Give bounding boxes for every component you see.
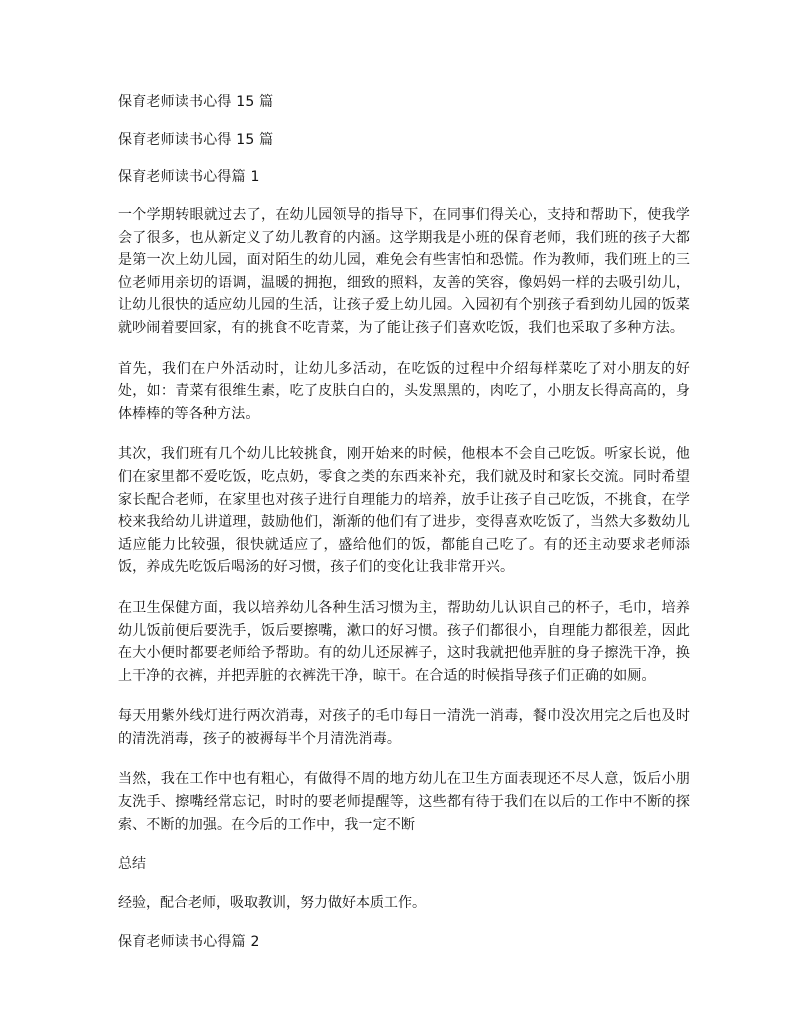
paragraph-secondly: 其次，我们班有几个幼儿比较挑食，刚开始来的时候，他根本不会自己吃饭。听家长说，他们在家里都不爱吃饭，吃点奶，零食之类的东西来补充，我们就及时和家长交流。同时希望家长配合老师，在家里也对孩子进行自理能力的培养，放手让孩子自己吃饭，不挑食，在学校来我给幼儿讲道理，鼓励他们，渐渐的他们有了进步，变得喜欢吃饭了，当然大多数幼儿适应能力比较强，很快就适应了，盛给他们的饭，都能自己吃了。有的还主动要求老师添饭，养成先吃饭后喝汤的好习惯，孩子们的变化让我非常开兴。 bbox=[118, 446, 690, 576]
section-heading-2: 保育老师读书心得篇 2 bbox=[118, 934, 260, 951]
document-subtitle: 保育老师读书心得 15 篇 bbox=[118, 132, 274, 148]
document-title: 保育老师读书心得 15 篇 bbox=[118, 94, 274, 110]
paragraph-intro: 一个学期转眼就过去了，在幼儿园领导的指导下，在同事们得关心，支持和帮助下，使我学会了很多，也从新定义了幼儿教育的内涵。这学期我是小班的保育老师，我们班的孩子大都是第一次上幼儿园，面对陌生的幼儿园，难免会有些害怕和恐慌。作为教师，我们班上的三位老师用亲切的语调，温暖的拥抱，细致的照料，友善的笑容，像妈妈一样的去吸引幼儿，让幼儿很快的适应幼儿园的生活，让孩子爱上幼儿园。入园初有个别孩子看到幼儿园的饭菜就吵闹着要回家，有的挑食不吃青菜，为了能让孩子们喜欢吃饭，我们也采取了多种方法。 bbox=[118, 207, 690, 336]
summary-label: 总结 bbox=[118, 856, 146, 873]
paragraph-disinfection: 每天用紫外线灯进行两次消毒，对孩子的毛巾每日一清洗一消毒，餐巾没次用完之后也及时的清洗消毒，孩子的被褥每半个月清洗消毒。 bbox=[118, 708, 690, 747]
paragraph-reflection: 当然，我在工作中也有粗心，有做得不周的地方幼儿在卫生方面表现还不尽人意，饭后小朋友洗手、擦嘴经常忘记，时时的要老师提醒等，这些都有待于我们在以后的工作中不断的探索、不断的加强。在今后的工作中，我一定不断 bbox=[118, 771, 690, 833]
closing-line: 经验，配合老师，吸取教训，努力做好本质工作。 bbox=[118, 895, 426, 912]
paragraph-hygiene: 在卫生保健方面，我以培养幼儿各种生活习惯为主，帮助幼儿认识自己的杯子，毛巾，培养幼儿饭前便后要洗手，饭后要擦嘴，漱口的好习惯。孩子们都很小，自理能力都很差，因此在大小便时都要老师给予帮助。有的幼儿还尿裤子，这时我就把他弄脏的身子擦洗干净，换上干净的衣裤，并把弄脏的衣裤洗干净，晾干。在合适的时候指导孩子们正确的如厕。 bbox=[118, 599, 690, 684]
paragraph-firstly: 首先，我们在户外活动时，让幼儿多活动，在吃饭的过程中介绍每样菜吃了对小朋友的好处，如：青菜有很维生素，吃了皮肤白白的，头发黑黑的，肉吃了，小朋友长得高高的，身体棒棒的等各种方法。 bbox=[118, 360, 690, 422]
section-heading-1: 保育老师读书心得篇 1 bbox=[118, 169, 260, 185]
document-page bbox=[118, 92, 690, 952]
